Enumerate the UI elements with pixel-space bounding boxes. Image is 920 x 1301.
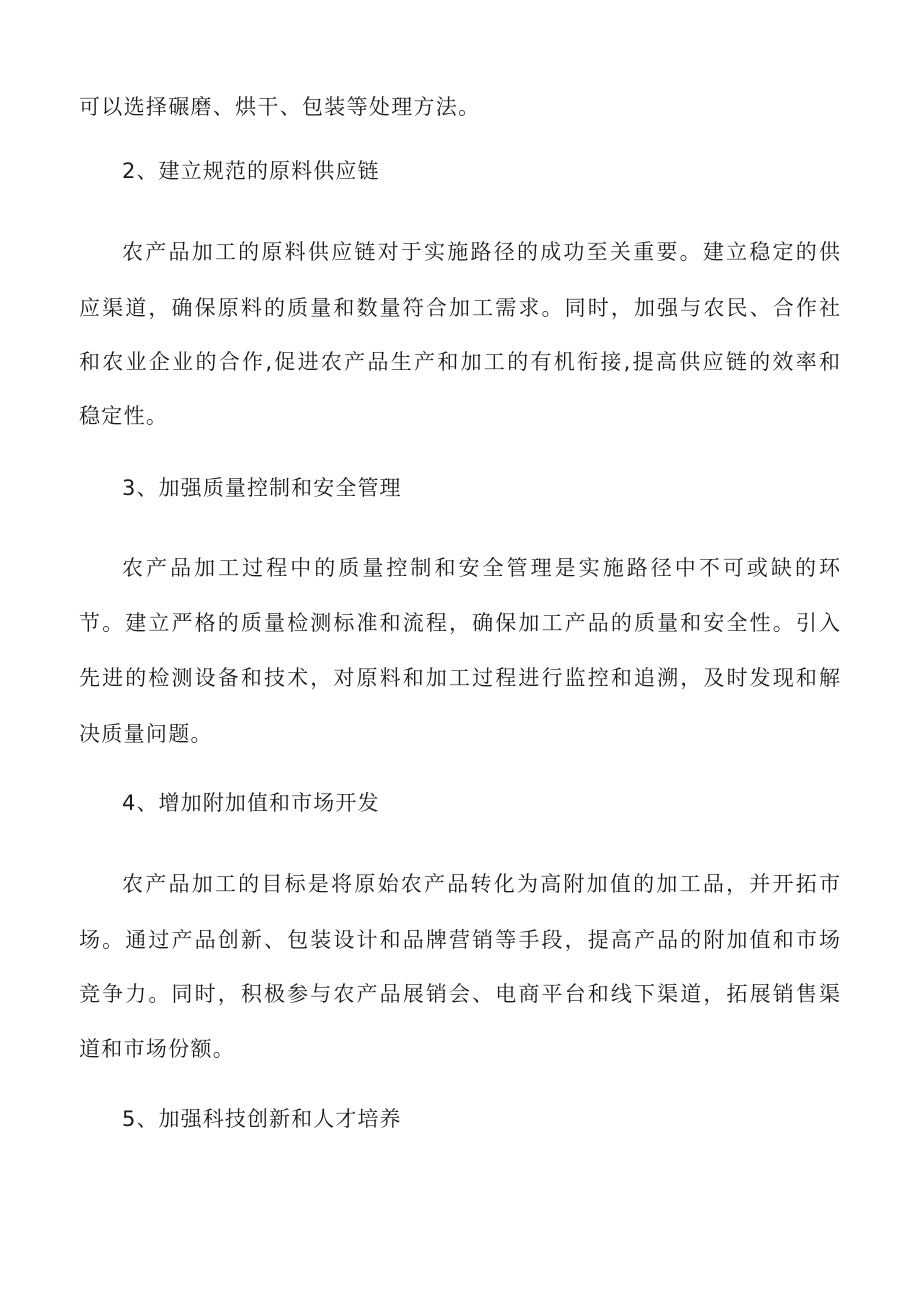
section-heading-2: 2、建立规范的原料供应链	[122, 159, 380, 183]
section-heading-3: 3、加强质量控制和安全管理	[122, 476, 402, 500]
section-heading-5: 5、加强科技创新和人才培养	[122, 1107, 402, 1131]
paragraph-line: 应渠道，确保原料的质量和数量符合加工需求。同时，加强与农民、合作社	[79, 296, 840, 320]
paragraph-line: 决质量问题。	[79, 722, 213, 746]
paragraph-line: 场。通过产品创新、包装设计和品牌营销等手段，提高产品的附加值和市场	[79, 928, 840, 952]
paragraph-line: 先进的检测设备和技术，对原料和加工过程进行监控和追溯，及时发现和解	[79, 666, 840, 690]
section-heading-4: 4、增加附加值和市场开发	[122, 791, 380, 815]
paragraph-line: 竞争力。同时，积极参与农产品展销会、电商平台和线下渠道，拓展销售渠	[79, 982, 840, 1006]
paragraph-line: 可以选择碾磨、烘干、包装等处理方法。	[79, 95, 481, 119]
paragraph-line: 农产品加工的原料供应链对于实施路径的成功至关重要。建立稳定的供	[122, 240, 840, 264]
paragraph-line: 农产品加工的目标是将原始农产品转化为高附加值的加工品，并开拓市	[122, 872, 840, 896]
paragraph-line: 节。建立严格的质量检测标准和流程，确保加工产品的质量和安全性。引入	[79, 611, 840, 635]
paragraph-line: 和农业企业的合作,促进农产品生产和加工的有机衔接,提高供应链的效率和	[79, 350, 840, 374]
paragraph-line: 稳定性。	[79, 404, 169, 428]
paragraph-line: 农产品加工过程中的质量控制和安全管理是实施路径中不可或缺的环	[122, 556, 840, 580]
paragraph-line: 道和市场份额。	[79, 1037, 236, 1061]
